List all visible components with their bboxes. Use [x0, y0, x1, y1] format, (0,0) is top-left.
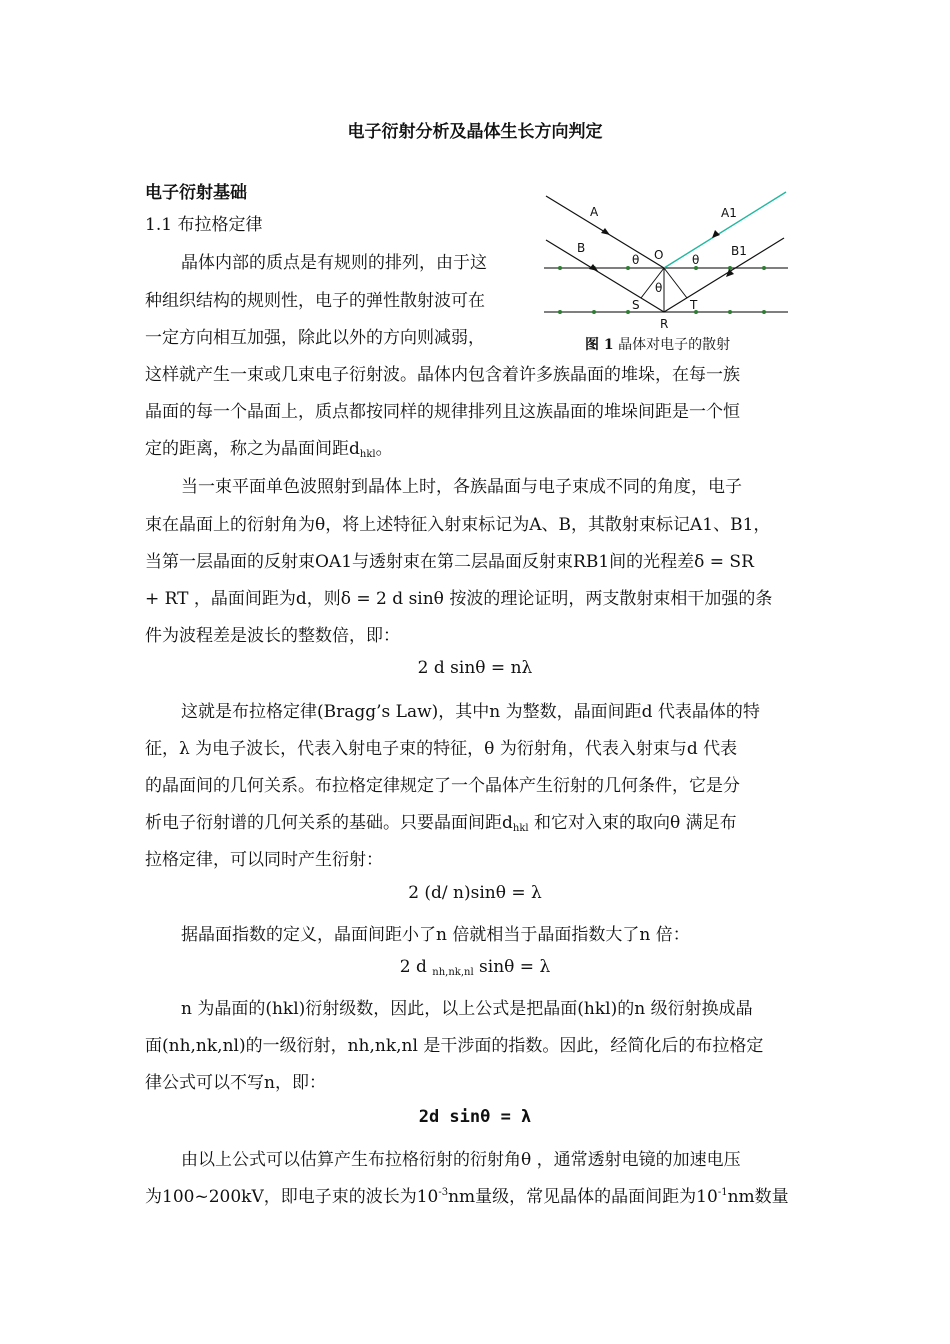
p2-line-1: 当一束平面单色波照射到晶体上时，各族晶面与电子束成不同的角度，电子	[181, 477, 742, 497]
p1-line-5: 晶面的每一个晶面上，质点都按同样的规律排列且这族晶面的堆垛间距是一个恒	[145, 402, 740, 422]
reflected-beam-b1	[664, 238, 784, 312]
label-b: B	[577, 241, 586, 255]
segment-ot	[664, 268, 687, 298]
label-o: O	[654, 248, 664, 262]
p2-line-4: + RT ，晶面间距为d，则δ = 2 d sinθ 按波的理论证明，两支散射束相干加强的条	[145, 589, 773, 609]
label-a: A	[590, 205, 599, 219]
p1-line-1: 晶体内部的质点是有规则的排列，由于这	[181, 253, 487, 273]
p1-line-6: 定的距离，称之为晶面间距$d_{hkl}$。	[145, 439, 393, 460]
label-b1: B1	[731, 244, 747, 258]
label-theta-right: θ	[692, 253, 700, 267]
p2-line-5: 件为波程差是波长的整数倍，即：	[145, 626, 400, 646]
label-a1: A1	[721, 206, 737, 220]
equation-4: 2d sinθ = λ	[418, 1107, 532, 1127]
section-heading: 电子衍射基础	[145, 183, 247, 203]
arrow-a-icon	[601, 228, 610, 235]
p1-line-2: 种组织结构的规则性，电子的弹性散射波可在	[145, 291, 485, 311]
p5-line-1: n 为晶面的(hkl)衍射级数，因此，以上公式是把晶面(hkl)的n 级衍射换成晶	[181, 999, 753, 1019]
p5-line-2: 面(nh,nk,nl)的一级衍射，nh,nk,nl 是干涉面的指数。因此，经简化后的布拉格定	[145, 1036, 764, 1056]
p2-line-3: 当第一层晶面的反射束OA1与透射束在第二层晶面反射束RB1间的光程差δ = SR	[145, 552, 754, 572]
p3-line-5: 拉格定律，可以同时产生衍射：	[145, 850, 383, 870]
equation-3: 2 d $_{nh,nk,nl}$ sinθ = λ	[399, 957, 551, 978]
p1-line-4: 这样就产生一束或几束电子衍射波。晶体内包含着许多族晶面的堆垛，在每一族	[145, 365, 740, 385]
p3-line-1: 这就是布拉格定律(Bragg’s Law)，其中n 为整数，晶面间距d 代表晶体的特	[181, 702, 760, 722]
p2-line-2: 束在晶面上的衍射角为θ，将上述特征入射束标记为A、B，其散射束标记A1、B1，	[145, 515, 771, 535]
equation-2: 2 (d/ n)sinθ = λ	[408, 883, 542, 903]
label-theta-left: θ	[632, 253, 640, 267]
incident-beam-b	[546, 240, 664, 312]
arrow-a1-icon	[712, 230, 720, 238]
page-title: 电子衍射分析及晶体生长方向判定	[347, 122, 603, 142]
equation-1: 2 d sinθ = nλ	[417, 658, 533, 678]
bragg-diagram	[540, 188, 800, 334]
label-t: T	[690, 298, 698, 312]
p3-line-3: 的晶面间的几何关系。布拉格定律规定了一个晶体产生衍射的几何条件，它是分	[145, 776, 740, 796]
label-s: S	[632, 298, 640, 312]
label-theta-center: θ	[655, 281, 663, 295]
p4-line-1: 据晶面指数的定义，晶面间距小了n 倍就相当于晶面指数大了n 倍：	[181, 925, 690, 945]
p3-line-2: 征，λ 为电子波长，代表入射电子束的特征，θ 为衍射角，代表入射束与d 代表	[145, 739, 738, 759]
p1-line-3: 一定方向相互加强，除此以外的方向则减弱，	[145, 328, 485, 348]
subsection-heading: 1.1 布拉格定律	[145, 215, 263, 235]
p6-line-2: 为100~200kV，即电子束的波长为$10^{-3}nm$量级，常见晶体的晶面间距为$10^{-1}nm$数量	[145, 1187, 789, 1207]
p6-line-1: 由以上公式可以估算产生布拉格衍射的衍射角θ ，通常透射电镜的加速电压	[181, 1150, 741, 1170]
p5-line-3: 律公式可以不写n，即：	[145, 1073, 326, 1093]
figure-caption: 图 1 晶体对电子的散射	[585, 337, 731, 353]
reflected-beam-a1	[664, 192, 786, 268]
label-r: R	[660, 317, 669, 331]
p3-line-4: 析电子衍射谱的几何关系的基础。只要晶面间距$d_{hkl}$ 和它对入束的取向θ 满足布	[145, 813, 737, 834]
